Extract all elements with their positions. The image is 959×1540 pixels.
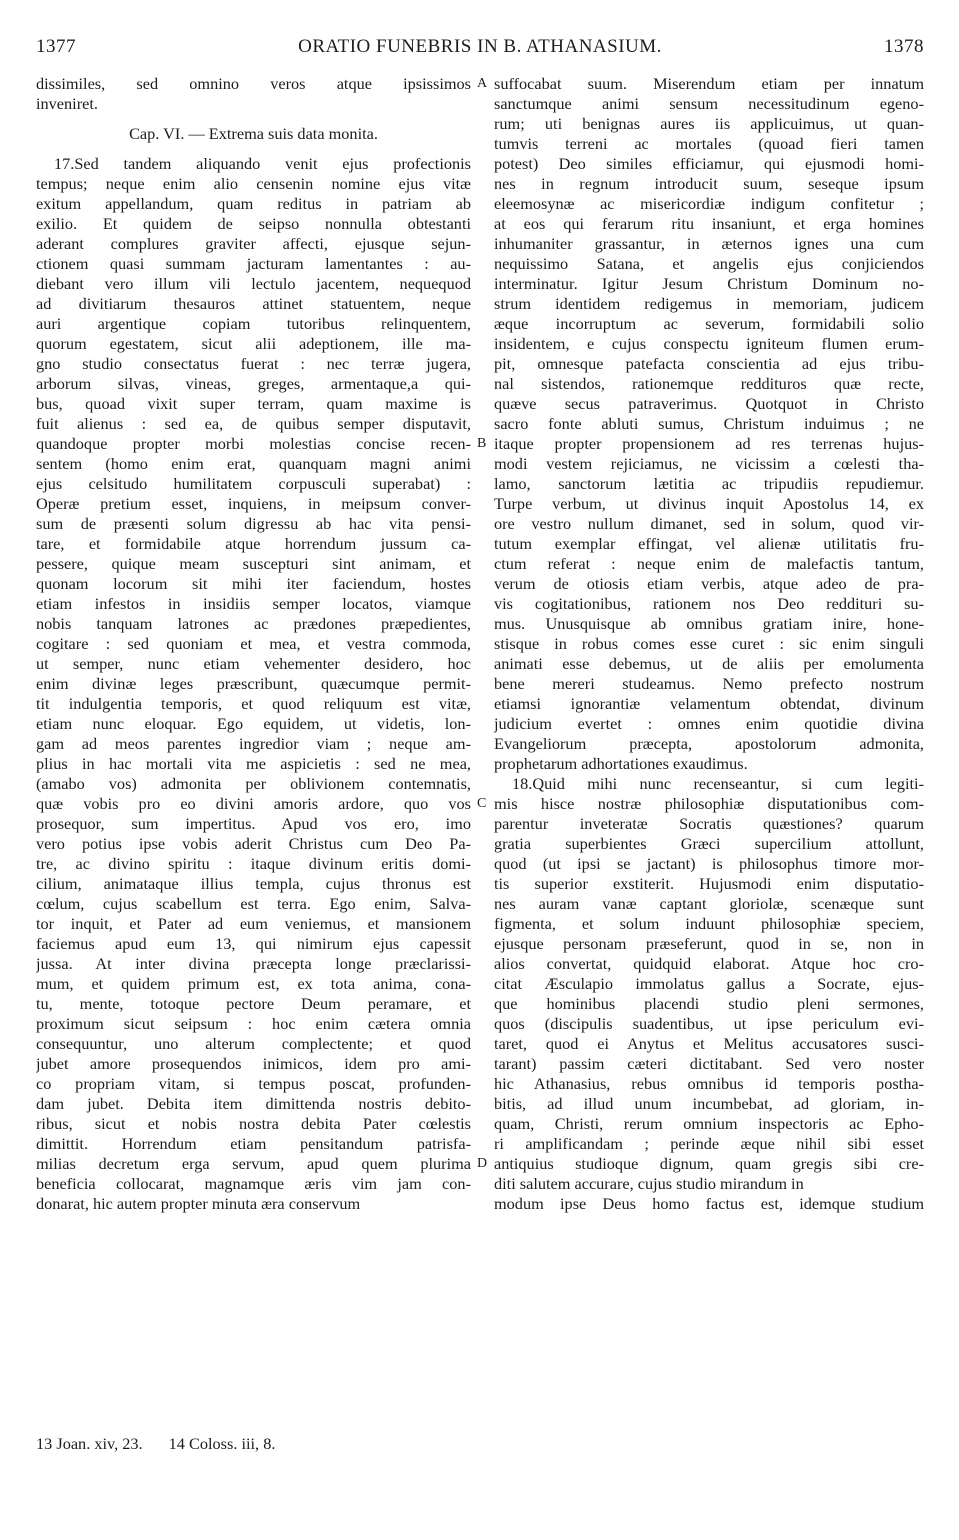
- text-line: exilio. Et quidem de seipso nonnulla obtestanti: [36, 214, 471, 233]
- margin-marker: C: [477, 796, 487, 811]
- text-line: jubet amore prosequendos inimicos, idem pro ami-: [36, 1054, 471, 1073]
- text-line: nal sistendos, rationemque reddituros quæ recte,: [494, 374, 924, 393]
- text-line: tu, mente, totoque pectore Deum peramare, et: [36, 994, 471, 1013]
- text-line: dimittit. Horrendum etiam pensitandum patrisfa-: [36, 1134, 471, 1153]
- text-line: inhumaniter grassantur, in æternos ignes una cum: [494, 234, 924, 253]
- text-line: antiquius studioque dignum, quam gregis sibi cre-: [494, 1154, 924, 1173]
- text-line: arborum silvas, vineas, greges, armentaque,a qui-: [36, 374, 471, 393]
- text-line: nobis tanquam latrones ac prædones præpedientes,: [36, 614, 471, 633]
- text-line: bene mereri studeamus. Nemo prefecto nostrum: [494, 674, 924, 693]
- text-line: enim divinæ leges præscribunt, quæcumque permit-: [36, 674, 471, 693]
- text-line: ad divitiarum thesauros attinet statuentem, neque: [36, 294, 471, 313]
- right-text-column: [494, 74, 924, 1214]
- text-line: mus. Unusquisque ab omnibus gratiam inire, hone-: [494, 614, 924, 633]
- text-line: at eos qui ferarum ritu insaniunt, et erga homines: [494, 214, 924, 233]
- text-line: eleemosynæ ac misericordiæ indigum confitetur ;: [494, 194, 924, 213]
- page-number-left: 1377: [36, 36, 76, 57]
- text-line: ut semper, nunc etiam vehementer desidero, hoc: [36, 654, 471, 673]
- text-line: diebant vero illum vili lectulo jacentem, nequequod: [36, 274, 471, 293]
- text-line: que hominibus placendi studio pleni sermones,: [494, 994, 924, 1013]
- text-line: consequuntur, uno alterum complectente; et quod: [36, 1034, 471, 1053]
- text-line: tarant) passim cæteri dictitabant. Sed vero noster: [494, 1054, 924, 1073]
- text-line: lamo, sanctorum lætitia ac tripudiis repudiemur.: [494, 474, 924, 493]
- text-line: aderant complures graviter affecti, ejusque sejun-: [36, 234, 471, 253]
- text-line: beneficia collocarat, magnamque æris vim jam con-: [36, 1174, 471, 1193]
- text-line: quos (discipulis suadentibus, ut ipse periculum evi-: [494, 1014, 924, 1033]
- text-line: bus, quoad vixit super terram, quam maxime is: [36, 394, 471, 413]
- text-line: gratia superbientes Græci supercilium attollunt,: [494, 834, 924, 853]
- text-line: potest) Deo similes efficiamur, qui ejusmodi homi-: [494, 154, 924, 173]
- text-line: tumvis terreni ac mortales (quoad fieri tamen: [494, 134, 924, 153]
- text-line: mum, et quidem primum est, ex tota anima, cona-: [36, 974, 471, 993]
- text-line: auri argentique copiam tutoribus relinquentem,: [36, 314, 471, 333]
- text-line: modum ipse Deus homo factus est, idemque studium: [494, 1194, 924, 1213]
- text-line: ejus celsitudo humilitatem corpusculi superabat) :: [36, 474, 471, 493]
- text-line: judicium evertet : omnes enim quotidie divina: [494, 714, 924, 733]
- text-line: tis superior exstiterit. Hujusmodi enim disputatio-: [494, 874, 924, 893]
- text-line: nequissimo Satana, et angelis ejus conjiciendos: [494, 254, 924, 273]
- text-line: strum identidem redigemus in memoriam, judicem: [494, 294, 924, 313]
- text-line: co propriam vitam, si tempus poscat, profunden-: [36, 1074, 471, 1093]
- text-line: animati esse debemus, ut de aliis per emolumenta: [494, 654, 924, 673]
- text-line: stisque in robus comes esse curet : sic enim singuli: [494, 634, 924, 653]
- footnote: 14 Coloss. iii, 8.: [168, 1434, 276, 1453]
- text-line: faciemus apud eum 13, qui nimirum ejus capessit: [36, 934, 471, 953]
- text-line: vero potius ipse vobis aderit Christus cum Deo Pa-: [36, 834, 471, 853]
- text-line: gno studio consectatus fuerat : nec terræ jugera,: [36, 354, 471, 373]
- text-line: Cap. VI. — Extrema suis data monita.: [129, 124, 378, 143]
- text-line: interminatur. Igitur Jesum Christum Dominum no-: [494, 274, 924, 293]
- text-line: hic Athanasius, rebus omnibus id temporis postha-: [494, 1074, 924, 1093]
- text-line: quandoque propter morbi molestias concise recen-: [36, 434, 471, 453]
- text-line: sacro fonte abluti sumus, Christum induimus ; ne: [494, 414, 924, 433]
- text-line: nes in regnum introducit suum, seseque ipsum: [494, 174, 924, 193]
- text-line: tre, ac divino spiritu : itaque divinum eritis domi-: [36, 854, 471, 873]
- text-line: gam ad meos parentes ingredior viam ; neque am-: [36, 734, 471, 753]
- text-line: 17.Sed tandem aliquando venit ejus profectionis: [54, 154, 471, 173]
- text-line: ribus, sicut et nobis nostra debita Pater cœlestis: [36, 1114, 471, 1133]
- text-line: dam jubet. Debita item dimittenda nostris debito-: [36, 1094, 471, 1113]
- text-line: exitum appellandum, quam reditus in patriam ab: [36, 194, 471, 213]
- text-line: nes auram vanæ captant gloriolæ, scenæque sunt: [494, 894, 924, 913]
- text-line: tempus; neque enim alio censenin nomine ejus vitæ: [36, 174, 471, 193]
- text-line: vis cogitationibus, rationem nos Deo reddituri su-: [494, 594, 924, 613]
- text-line: etiamsi ignorantiæ velamentum obtendat, divinum: [494, 694, 924, 713]
- text-line: sentem (homo enim erat, quanquam magni animi: [36, 454, 471, 473]
- text-line: 18.Quid mihi nunc recenseantur, si cum legiti-: [512, 774, 924, 793]
- text-line: modi vestem rejiciamus, ne vicissim a cœlesti tha-: [494, 454, 924, 473]
- left-text-column: [36, 74, 471, 1214]
- text-line: dissimiles, sed omnino veros atque ipsissimos: [36, 74, 471, 93]
- text-line: suffocabat suum. Miserendum etiam per innatum: [494, 74, 924, 93]
- text-line: quorum egestatem, sicut alii adeptionem, ille ma-: [36, 334, 471, 353]
- text-line: quonam locorum sit mihi iter faciendum, hostes: [36, 574, 471, 593]
- text-line: ore vestro nullum dimanet, sed in solum, quod vir-: [494, 514, 924, 533]
- text-line: milias decretum erga servum, apud quem plurima: [36, 1154, 471, 1173]
- text-line: cogitare : sed quoniam et mea, et vestra commoda,: [36, 634, 471, 653]
- text-line: quod (ut ipsi se jactant) is philosophus timore mor-: [494, 854, 924, 873]
- text-line: diti salutem accurare, cujus studio mirandum in: [494, 1174, 804, 1193]
- text-line: tutum exemplar effingat, vel alienæ utilitatis fru-: [494, 534, 924, 553]
- text-line: ctum referat : neque enim de malefactis tantum,: [494, 554, 924, 573]
- text-line: jussa. At inter divina præcepta longe præclarissi-: [36, 954, 471, 973]
- text-line: figmenta, et solum induunt philosophiæ speciem,: [494, 914, 924, 933]
- text-line: fuit alienus : sed ea, de quibus semper disputavit,: [36, 414, 471, 433]
- text-line: proximum sicut seipsum : hoc enim cætera omnia: [36, 1014, 471, 1033]
- text-line: citat Æsculapio immolatus gallus a Socrate, ejus-: [494, 974, 924, 993]
- text-line: æque incorruptum ac severum, formidabili solio: [494, 314, 924, 333]
- margin-marker: D: [477, 1156, 488, 1171]
- text-line: prosequor, sum impertitus. Apud vos ero, imo: [36, 814, 471, 833]
- text-line: tor inquit, et Pater ad eum veniemus, et mansionem: [36, 914, 471, 933]
- text-line: pit, omnesque patefacta conscientia ad ejus tribu-: [494, 354, 924, 373]
- text-line: bitis, ad illud unum incumbebat, ad gloriam, in-: [494, 1094, 924, 1113]
- text-line: quam, Christi, rerum omnium inspectoris ac Epho-: [494, 1114, 924, 1133]
- running-header: [36, 36, 924, 62]
- text-line: mis hisce nostræ philosophiæ disputationibus com-: [494, 794, 924, 813]
- text-line: taret, quod ei Anytus et Melitus accusatores susci-: [494, 1034, 924, 1053]
- text-line: inveniret.: [36, 94, 98, 113]
- text-line: etiam nunc eloquar. Ego equidem, ut videtis, lon-: [36, 714, 471, 733]
- margin-marker: A: [477, 76, 488, 91]
- text-line: rum; uti benignas aures iis applicuimus, ut quan-: [494, 114, 924, 133]
- text-line: verum de otiosis etiam verbis, atque adeo de pra-: [494, 574, 924, 593]
- text-line: pessere, quique meam suscepturi sint animam, et: [36, 554, 471, 573]
- text-line: insidentem, e cujus conspectu igniteum flumen erum-: [494, 334, 924, 353]
- text-line: alios convertat, quidquid elaborat. Atque hoc cro-: [494, 954, 924, 973]
- text-line: ctionem quasi summam jacturam lamentantes : au-: [36, 254, 471, 273]
- text-line: ri amplificandam ; perinde æque nihil sibi esset: [494, 1134, 924, 1153]
- text-line: Turpe verbum, ut divinus inquit Apostolus 14, ex: [494, 494, 924, 513]
- text-line: sum de præsenti solum digressu ab hac vita pensi-: [36, 514, 471, 533]
- margin-marker: B: [477, 436, 487, 451]
- text-line: quæve secus patraverimus. Quotquot in Christo: [494, 394, 924, 413]
- text-line: plius in hac mortali vita me aspicietis : sed ne mea,: [36, 754, 471, 773]
- text-line: prophetarum adhortationes exaudimus.: [494, 754, 748, 773]
- footnote: 13 Joan. xiv, 23.: [36, 1434, 143, 1453]
- text-line: Evangeliorum præcepta, apostolorum admonita,: [494, 734, 924, 753]
- text-line: donarat, hic autem propter minuta æra conservum: [36, 1194, 361, 1213]
- text-line: itaque propter propensionem ad res terrenas hujus-: [494, 434, 924, 453]
- text-line: tit indulgentia temporis, et quod reliquum est vitæ,: [36, 694, 471, 713]
- text-line: ejusque personam præseferunt, quod in se, non in: [494, 934, 924, 953]
- footnotes: [36, 1434, 297, 1454]
- text-line: tare, et formidabile atque horrendum jussum ca-: [36, 534, 471, 553]
- running-title: ORATIO FUNEBRIS IN B. ATHANASIUM.: [298, 36, 662, 57]
- page-number-right: 1378: [884, 36, 924, 57]
- text-line: sanctumque animi sensum necessitudinum egeno-: [494, 94, 924, 113]
- text-line: parentur inveteratæ Socratis quæstiones? quarum: [494, 814, 924, 833]
- text-line: cœlum, cujus scabellum est terra. Ego enim, Salva-: [36, 894, 471, 913]
- text-line: cilium, animataque illius templa, cujus thronus est: [36, 874, 471, 893]
- text-line: etiam infestos in insidiis semper locatos, viamque: [36, 594, 471, 613]
- text-line: quæ vobis pro eo divini amoris ardore, quo vos: [36, 794, 471, 813]
- text-line: (amabo vos) admonita per oblivionem contemnatis,: [36, 774, 471, 793]
- text-line: Operæ pretium esset, inquiens, in meipsum conver-: [36, 494, 471, 513]
